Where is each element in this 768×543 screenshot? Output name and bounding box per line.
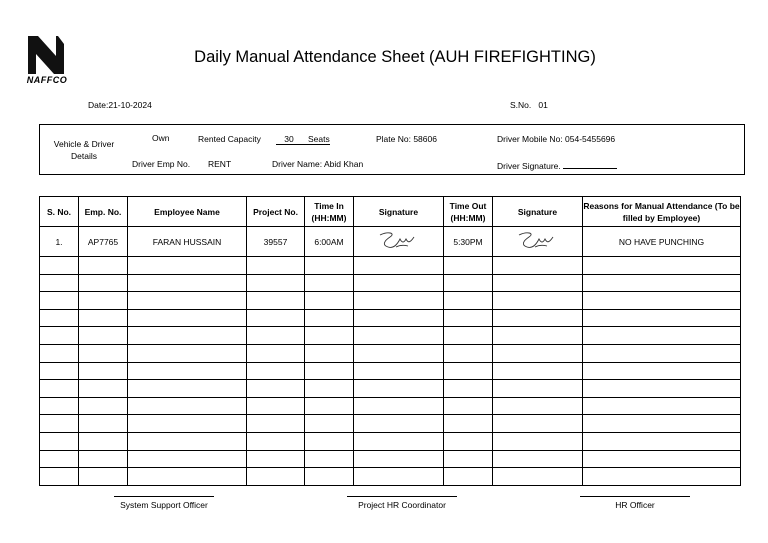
naffco-logo (18, 34, 76, 88)
empty-cell (40, 468, 79, 486)
empty-cell (79, 468, 128, 486)
rented-capacity-label: Rented Capacity (198, 134, 261, 144)
driver-emp-label: Driver Emp No. (132, 159, 191, 169)
empty-cell (444, 380, 493, 398)
cell-employee-name: FARAN HUSSAIN (128, 227, 247, 257)
empty-cell (247, 274, 305, 292)
empty-cell (128, 292, 247, 310)
empty-cell (354, 274, 444, 292)
empty-cell (305, 344, 354, 362)
table-row-empty (40, 450, 741, 468)
empty-cell (128, 380, 247, 398)
empty-cell (354, 397, 444, 415)
empty-cell (354, 292, 444, 310)
driver-name: Driver Name: Abid Khan (272, 159, 364, 169)
system-support-officer-label: System Support Officer (120, 500, 208, 510)
empty-cell (79, 380, 128, 398)
driver-emp-value: RENT (208, 159, 232, 169)
col-header: S. No. (40, 197, 79, 227)
empty-cell (493, 344, 583, 362)
empty-cell (354, 327, 444, 345)
cell-reason: NO HAVE PUNCHING (583, 227, 741, 257)
empty-cell (444, 292, 493, 310)
empty-cell (583, 309, 741, 327)
empty-cell (354, 257, 444, 275)
empty-cell (305, 362, 354, 380)
empty-cell (444, 362, 493, 380)
empty-cell (444, 327, 493, 345)
empty-cell (79, 292, 128, 310)
empty-cell (305, 292, 354, 310)
empty-cell (493, 380, 583, 398)
hr-officer-label: HR Officer (615, 500, 655, 510)
empty-cell (444, 344, 493, 362)
empty-cell (40, 432, 79, 450)
empty-cell (305, 274, 354, 292)
empty-cell (247, 432, 305, 450)
empty-cell (583, 468, 741, 486)
empty-cell (583, 415, 741, 433)
empty-cell (493, 362, 583, 380)
empty-cell (128, 397, 247, 415)
page-title: Daily Manual Attendance Sheet (AUH FIREFIGHTING) (194, 48, 596, 66)
empty-cell (583, 432, 741, 450)
empty-cell (128, 257, 247, 275)
empty-cell (128, 450, 247, 468)
empty-cell (354, 415, 444, 433)
empty-cell (305, 397, 354, 415)
col-header: Reasons for Manual Attendance (To be filled by Employee) (583, 197, 741, 227)
empty-cell (247, 468, 305, 486)
empty-cell (583, 292, 741, 310)
empty-cell (40, 327, 79, 345)
empty-cell (354, 309, 444, 327)
table-row-empty (40, 344, 741, 362)
date-field: Date:21-10-2024 (88, 100, 152, 110)
cell-signature-in (354, 227, 444, 257)
empty-cell (128, 309, 247, 327)
empty-cell (128, 327, 247, 345)
empty-cell (40, 415, 79, 433)
driver-mobile: Driver Mobile No: 054-5455696 (497, 134, 616, 144)
table-row-empty (40, 362, 741, 380)
empty-cell (583, 274, 741, 292)
empty-cell (354, 362, 444, 380)
table-row (40, 227, 741, 257)
empty-cell (305, 309, 354, 327)
col-header: Emp. No. (79, 197, 128, 227)
empty-cell (583, 344, 741, 362)
rented-capacity-value: 30 (276, 134, 302, 145)
empty-cell (583, 380, 741, 398)
project-hr-coordinator-label: Project HR Coordinator (358, 500, 446, 510)
empty-cell (583, 327, 741, 345)
cell-emp-no: AP7765 (79, 227, 128, 257)
empty-cell (40, 380, 79, 398)
table-row-empty (40, 292, 741, 310)
empty-cell (79, 257, 128, 275)
empty-cell (247, 415, 305, 433)
empty-cell (247, 292, 305, 310)
empty-cell (583, 397, 741, 415)
driver-signature-line (563, 159, 617, 169)
empty-cell (40, 274, 79, 292)
empty-cell (444, 309, 493, 327)
table-row-empty (40, 257, 741, 275)
empty-cell (128, 415, 247, 433)
cell-signature-out (493, 227, 583, 257)
attendance-table (39, 196, 741, 486)
seats-label: Seats (302, 134, 330, 145)
own-label: Own (152, 133, 170, 143)
signature-line-3 (580, 496, 690, 497)
empty-cell (247, 380, 305, 398)
empty-cell (444, 450, 493, 468)
empty-cell (40, 292, 79, 310)
table-row-empty (40, 274, 741, 292)
empty-cell (128, 274, 247, 292)
empty-cell (247, 257, 305, 275)
empty-cell (493, 274, 583, 292)
empty-cell (444, 432, 493, 450)
empty-cell (444, 468, 493, 486)
logo-text: NAFFCO (26, 75, 68, 85)
handwritten-signature-icon (513, 229, 563, 253)
empty-cell (305, 327, 354, 345)
logo-mark-icon (18, 34, 76, 76)
cell-time-out: 5:30PM (444, 227, 493, 257)
col-header: Project No. (247, 197, 305, 227)
empty-cell (583, 362, 741, 380)
empty-cell (354, 468, 444, 486)
col-header: Time In (HH:MM) (305, 197, 354, 227)
empty-cell (493, 468, 583, 486)
empty-cell (305, 380, 354, 398)
empty-cell (247, 309, 305, 327)
empty-cell (128, 344, 247, 362)
serial-number: S.No. 01 (510, 100, 548, 110)
empty-cell (247, 344, 305, 362)
empty-cell (247, 450, 305, 468)
empty-cell (305, 432, 354, 450)
cell-time-in: 6:00AM (305, 227, 354, 257)
plate-number: Plate No: 58606 (376, 134, 437, 144)
empty-cell (493, 257, 583, 275)
col-header: Time Out (HH:MM) (444, 197, 493, 227)
empty-cell (79, 432, 128, 450)
signature-line-2 (347, 496, 457, 497)
empty-cell (40, 362, 79, 380)
empty-cell (79, 309, 128, 327)
table-row-empty (40, 309, 741, 327)
empty-cell (40, 450, 79, 468)
empty-cell (305, 450, 354, 468)
empty-cell (79, 450, 128, 468)
empty-cell (79, 362, 128, 380)
cell-project-no: 39557 (247, 227, 305, 257)
empty-cell (354, 344, 444, 362)
empty-cell (444, 415, 493, 433)
table-row-empty (40, 432, 741, 450)
cell-sno: 1. (40, 227, 79, 257)
empty-cell (79, 327, 128, 345)
table-row-empty (40, 327, 741, 345)
empty-cell (493, 450, 583, 468)
empty-cell (444, 397, 493, 415)
empty-cell (79, 397, 128, 415)
driver-signature-label: Driver Signature. (497, 161, 561, 171)
empty-cell (128, 362, 247, 380)
empty-cell (493, 397, 583, 415)
empty-cell (305, 415, 354, 433)
empty-cell (493, 327, 583, 345)
empty-cell (354, 432, 444, 450)
empty-cell (493, 432, 583, 450)
signature-line-1 (114, 496, 214, 497)
col-header: Employee Name (128, 197, 247, 227)
empty-cell (40, 309, 79, 327)
empty-cell (40, 257, 79, 275)
empty-cell (305, 257, 354, 275)
empty-cell (247, 397, 305, 415)
empty-cell (128, 432, 247, 450)
empty-cell (128, 468, 247, 486)
empty-cell (493, 415, 583, 433)
col-header: Signature (493, 197, 583, 227)
table-row-empty (40, 380, 741, 398)
empty-cell (247, 327, 305, 345)
empty-cell (40, 397, 79, 415)
empty-cell (493, 292, 583, 310)
empty-cell (444, 257, 493, 275)
empty-cell (354, 450, 444, 468)
empty-cell (444, 274, 493, 292)
empty-cell (305, 468, 354, 486)
empty-cell (79, 415, 128, 433)
empty-cell (40, 344, 79, 362)
handwritten-signature-icon (374, 229, 424, 253)
table-row-empty (40, 397, 741, 415)
empty-cell (583, 450, 741, 468)
empty-cell (493, 309, 583, 327)
empty-cell (79, 274, 128, 292)
table-row-empty (40, 468, 741, 486)
empty-cell (247, 362, 305, 380)
table-row-empty (40, 415, 741, 433)
empty-cell (583, 257, 741, 275)
table-header-row (40, 197, 741, 227)
col-header: Signature (354, 197, 444, 227)
empty-cell (79, 344, 128, 362)
empty-cell (354, 380, 444, 398)
vehicle-driver-label: Vehicle & Driver Details (53, 139, 115, 161)
